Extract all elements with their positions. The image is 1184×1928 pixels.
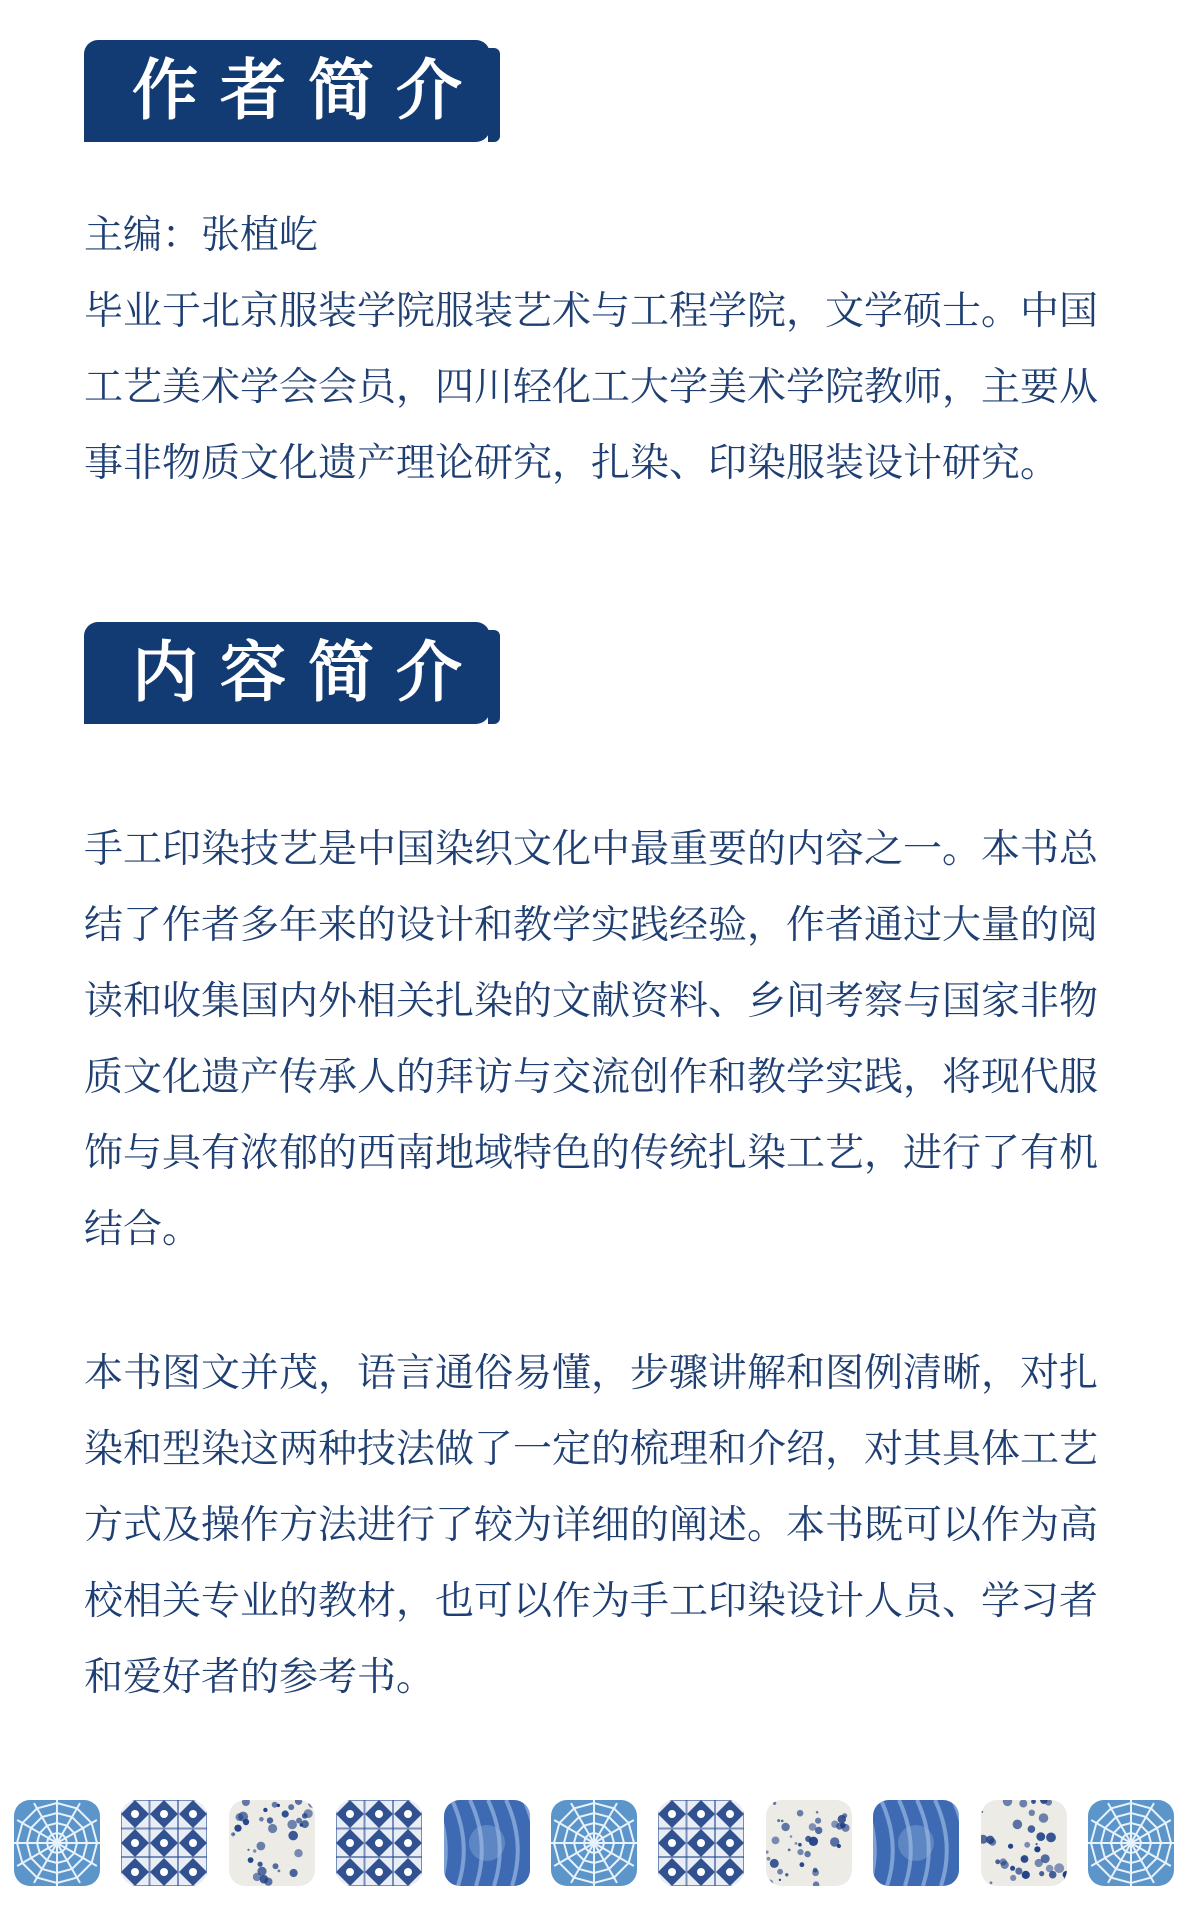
tie-dye-tile-row (14, 1800, 1174, 1888)
content-intro-block-2 (84, 1336, 1104, 1716)
spiderweb-tile (1088, 1800, 1174, 1886)
content-intro-block (84, 812, 1104, 1268)
speckle-tile (229, 1800, 315, 1886)
speckle-tile (766, 1800, 852, 1886)
spiderweb-tile (551, 1800, 637, 1886)
content-paragraph-1: 手工印染技艺是中国染织文化中最重要的内容之一。本书总结了作者多年来的设计和教学实践经验，作者通过大量的阅读和收集国内外相关扎染的文献资料、乡间考察与国家非物质文化遗产传承人的拜访与交流创作和教学实践，将现代服饰与具有浓郁的西南地域特色的传统扎染工艺，进行了有机结合。 (84, 827, 1099, 1252)
author-section-banner (84, 40, 490, 142)
content-section-banner (84, 622, 490, 724)
author-section-heading: 作者简介 (132, 52, 484, 129)
content-section-heading: 内容简介 (132, 634, 484, 711)
lattice-tile (336, 1800, 422, 1886)
wash-tile (444, 1800, 530, 1886)
speckle-tile (981, 1800, 1067, 1886)
wash-tile (873, 1800, 959, 1886)
content-paragraph-2: 本书图文并茂，语言通俗易懂，步骤讲解和图例清晰，对扎染和型染这两种技法做了一定的梳理和介绍，对其具体工艺方式及操作方法进行了较为详细的阐述。本书既可以作为高校相关专业的教材，也可以作为手工印染设计人员、学习者和爱好者的参考书。 (84, 1351, 1099, 1700)
editor-line: 主编：张植屹 (84, 213, 319, 258)
lattice-tile (658, 1800, 744, 1886)
author-bio: 毕业于北京服装学院服装艺术与工程学院，文学硕士。中国工艺美术学会会员，四川轻化工大学美术学院教师，主要从事非物质文化遗产理论研究，扎染、印染服装设计研究。 (84, 289, 1099, 486)
spiderweb-tile (14, 1800, 100, 1886)
lattice-tile (121, 1800, 207, 1886)
author-bio-block (84, 198, 1104, 502)
